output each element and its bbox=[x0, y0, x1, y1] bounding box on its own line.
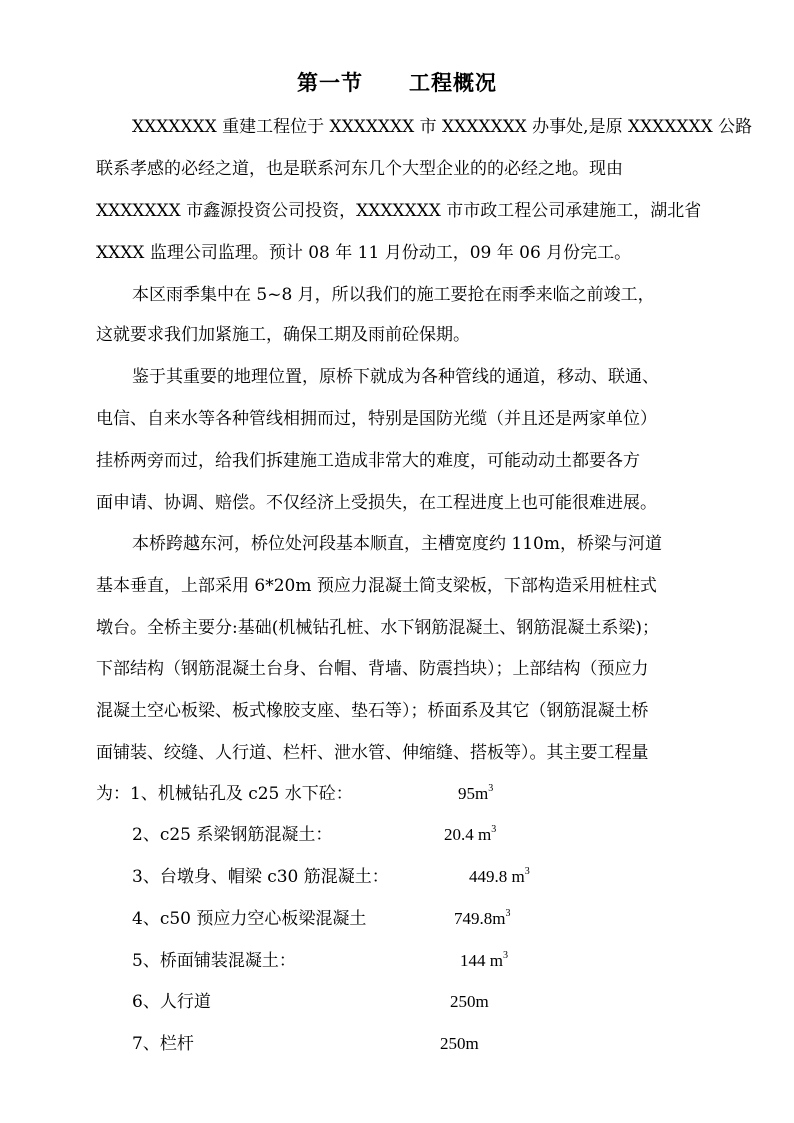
section-title: 工程概况 bbox=[409, 70, 497, 95]
paragraph-line: 挂桥两旁而过，给我们拆建施工造成非常大的难度，可能动动土都要各方 bbox=[96, 451, 640, 471]
quantity-label: 2、c25 系梁钢筋混凝土： bbox=[132, 825, 333, 845]
paragraph-line: XXXXXXX 市鑫源投资公司投资，XXXXXXX 市市政工程公司承建施工，湖北省 bbox=[96, 201, 702, 221]
paragraph-line: 面申请、协调、赔偿。不仅经济上受损失，在工程进度上也可能很难进展。 bbox=[96, 493, 657, 513]
section-number: 第一节 bbox=[297, 70, 363, 95]
quantity-value: 144 $m^3$ bbox=[460, 950, 508, 970]
paragraph-line: 基本垂直，上部采用 6*20m 预应力混凝土简支梁板，下部构造采用桩柱式 bbox=[96, 576, 657, 596]
quantity-value: 20.4 $m^3$ bbox=[444, 824, 497, 844]
paragraph-line: 这就要求我们加紧施工，确保工期及雨前砼保期。 bbox=[96, 325, 470, 345]
quantity-value: 449.8 $m^3$ bbox=[469, 866, 530, 886]
paragraph-line: 面铺装、绞缝、人行道、栏杆、泄水管、伸缩缝、搭板等）。其主要工程量 bbox=[96, 743, 649, 763]
paragraph-line: 本区雨季集中在 5~8 月，所以我们的施工要抢在雨季来临之前竣工， bbox=[132, 285, 655, 305]
quantity-label: 3、台墩身、帽梁 c30 筋混凝土： bbox=[132, 867, 389, 887]
paragraph-line: 下部结构（钢筋混凝土台身、台帽、背墙、防震挡块）；上部结构（预应力 bbox=[96, 659, 649, 679]
paragraph-line: XXXX 监理公司监理。预计 08 年 11 月份动工，09 年 06 月份完工。 bbox=[96, 243, 632, 263]
quantity-label: 为：1、机械钻孔及 c25 水下砼： bbox=[96, 784, 353, 804]
quantity-label: 4、c50 预应力空心板梁混凝土 bbox=[132, 909, 367, 929]
quantity-label: 7、栏杆 bbox=[132, 1034, 194, 1054]
paragraph-line: 混凝土空心板梁、板式橡胶支座、垫石等）；桥面系及其它（钢筋混凝土桥 bbox=[96, 701, 649, 721]
quantity-value: 250m bbox=[440, 1034, 479, 1053]
paragraph-line: 本桥跨越东河，桥位处河段基本顺直，主槽宽度约 110m，桥梁与河道 bbox=[132, 534, 662, 554]
paragraph-line: XXXXXXX 重建工程位于 XXXXXXX 市 XXXXXXX 办事处,是原 XXXXXXX 公路 bbox=[132, 117, 753, 137]
paragraph-line: 鉴于其重要的地理位置，原桥下就成为各种管线的通道，移动、联通、 bbox=[132, 367, 659, 387]
quantity-value: $749.8m^3$ bbox=[454, 908, 511, 928]
quantity-value: $95m^3$ bbox=[458, 783, 494, 803]
quantity-label: 5、桥面铺装混凝土： bbox=[132, 951, 296, 971]
quantity-label: 6、人行道 bbox=[132, 992, 211, 1012]
paragraph-line: 墩台。全桥主要分:基础(机械钻孔桩、水下钢筋混凝土、钢筋混凝土系梁)； bbox=[96, 618, 659, 638]
quantity-value: 250m bbox=[450, 992, 489, 1011]
section-heading bbox=[0, 68, 794, 98]
paragraph-line: 联系孝感的必经之道，也是联系河东几个大型企业的的必经之地。现由 bbox=[96, 159, 623, 179]
paragraph-line: 电信、自来水等各种管线相拥而过，特别是国防光缆（并且还是两家单位） bbox=[96, 409, 657, 429]
